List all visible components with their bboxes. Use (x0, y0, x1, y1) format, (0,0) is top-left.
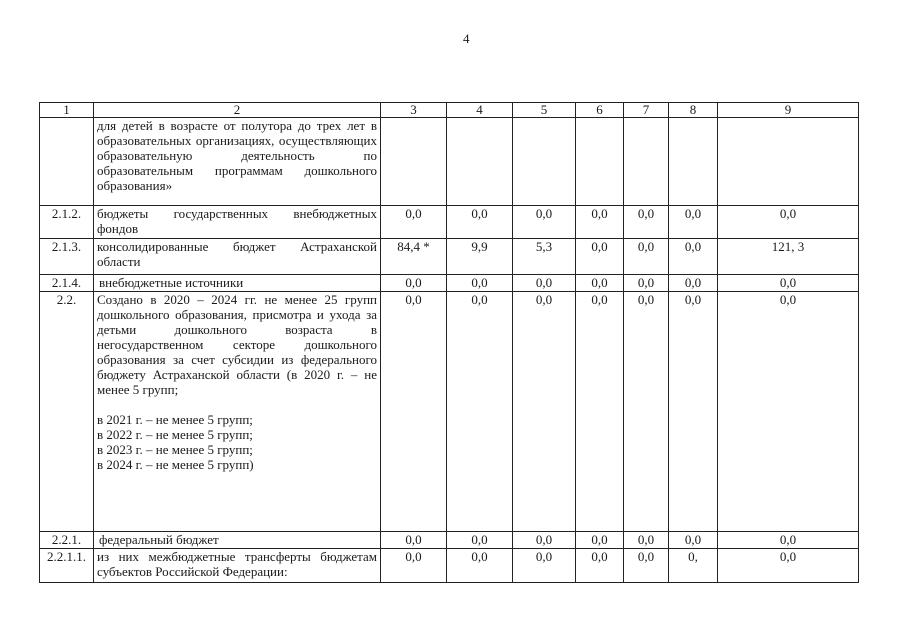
value-cell (718, 118, 859, 206)
value-cell: 5,3 (513, 239, 576, 275)
table-row (40, 292, 859, 532)
value-cell: 0,0 (381, 292, 447, 532)
page-number: 4 (463, 31, 470, 46)
value-cell (447, 118, 513, 206)
value-cell: 0,0 (576, 549, 624, 583)
row-number: 2.2.1.1. (40, 549, 94, 583)
value-cell: 0,0 (624, 275, 669, 292)
header-cell: 5 (513, 103, 576, 118)
value-cell: 0,0 (447, 292, 513, 532)
value-cell: 0,0 (669, 275, 718, 292)
table-row (40, 275, 859, 292)
header-cell: 4 (447, 103, 513, 118)
value-cell: 0,0 (718, 549, 859, 583)
table-row (40, 532, 859, 549)
row-number (40, 118, 94, 206)
value-cell: 0,0 (718, 206, 859, 239)
value-cell: 0,0 (576, 275, 624, 292)
header-cell: 6 (576, 103, 624, 118)
value-cell: 0,0 (576, 292, 624, 532)
value-cell: 0,0 (624, 532, 669, 549)
value-cell: 0,0 (718, 532, 859, 549)
value-cell: 0,0 (624, 239, 669, 275)
row-text: консолидированные бюджет Астраханской области (94, 239, 381, 275)
table-row (40, 549, 859, 583)
value-cell: 0,0 (381, 549, 447, 583)
header-cell: 7 (624, 103, 669, 118)
value-cell: 0,0 (669, 239, 718, 275)
value-cell: 0,0 (381, 206, 447, 239)
header-cell: 3 (381, 103, 447, 118)
table-row (40, 118, 859, 206)
row-number: 2.1.2. (40, 206, 94, 239)
row-text: из них межбюджетные трансферты бюджетам субъектов Российской Федерации: (94, 549, 381, 583)
value-cell (513, 118, 576, 206)
table-row (40, 239, 859, 275)
value-cell: 0,0 (669, 532, 718, 549)
value-cell (381, 118, 447, 206)
header-cell: 9 (718, 103, 859, 118)
value-cell (576, 118, 624, 206)
row-number: 2.2. (40, 292, 94, 532)
value-cell: 0,0 (381, 532, 447, 549)
table-row (40, 206, 859, 239)
value-cell: 0,0 (669, 292, 718, 532)
row-text (94, 292, 381, 532)
value-cell: 0,0 (718, 275, 859, 292)
header-cell: 1 (40, 103, 94, 118)
value-cell: 0,0 (624, 206, 669, 239)
row-text-years: в 2021 г. – не менее 5 групп; в 2022 г. – не менее 5 групп; в 2023 г. – не менее 5 групп; в 2024 г. – не менее 5 групп) (97, 412, 254, 472)
row-number: 2.1.3. (40, 239, 94, 275)
value-cell: 84,4 * (381, 239, 447, 275)
row-text: федеральный бюджет (94, 532, 381, 549)
value-cell: 0,0 (447, 206, 513, 239)
value-cell: 121, 3 (718, 239, 859, 275)
row-number: 2.1.4. (40, 275, 94, 292)
value-cell (669, 118, 718, 206)
header-row (40, 103, 859, 118)
value-cell: 0, (669, 549, 718, 583)
value-cell: 0,0 (576, 206, 624, 239)
value-cell: 0,0 (447, 532, 513, 549)
row-text: внебюджетные источники (94, 275, 381, 292)
value-cell: 0,0 (447, 275, 513, 292)
value-cell: 0,0 (624, 292, 669, 532)
header-cell: 2 (94, 103, 381, 118)
value-cell: 0,0 (576, 239, 624, 275)
value-cell: 0,0 (513, 532, 576, 549)
value-cell (624, 118, 669, 206)
value-cell: 0,0 (381, 275, 447, 292)
row-number: 2.2.1. (40, 532, 94, 549)
value-cell: 0,0 (669, 206, 718, 239)
value-cell: 0,0 (624, 549, 669, 583)
value-cell: 0,0 (576, 532, 624, 549)
value-cell: 0,0 (718, 292, 859, 532)
value-cell: 0,0 (513, 549, 576, 583)
value-cell: 0,0 (447, 549, 513, 583)
value-cell: 0,0 (513, 275, 576, 292)
value-cell: 0,0 (513, 292, 576, 532)
row-text: бюджеты государственных внебюджетных фондов (94, 206, 381, 239)
row-text-main: Создано в 2020 – 2024 гг. не менее 25 групп дошкольного образования, присмотра и ухода за детьми дошкольного возраста в негосударственном секторе дошкольного образования за счет субсидии из федерального бюджету Астраханской области (в 2020 г. – не менее 5 групп; (97, 292, 377, 397)
row-text: для детей в возрасте от полутора до трех лет в образовательных организациях, осуществляющих образовательную деятельность по образовательным программам дошкольного образования» (94, 118, 381, 206)
header-cell: 8 (669, 103, 718, 118)
value-cell: 9,9 (447, 239, 513, 275)
value-cell: 0,0 (513, 206, 576, 239)
budget-table (39, 102, 859, 583)
